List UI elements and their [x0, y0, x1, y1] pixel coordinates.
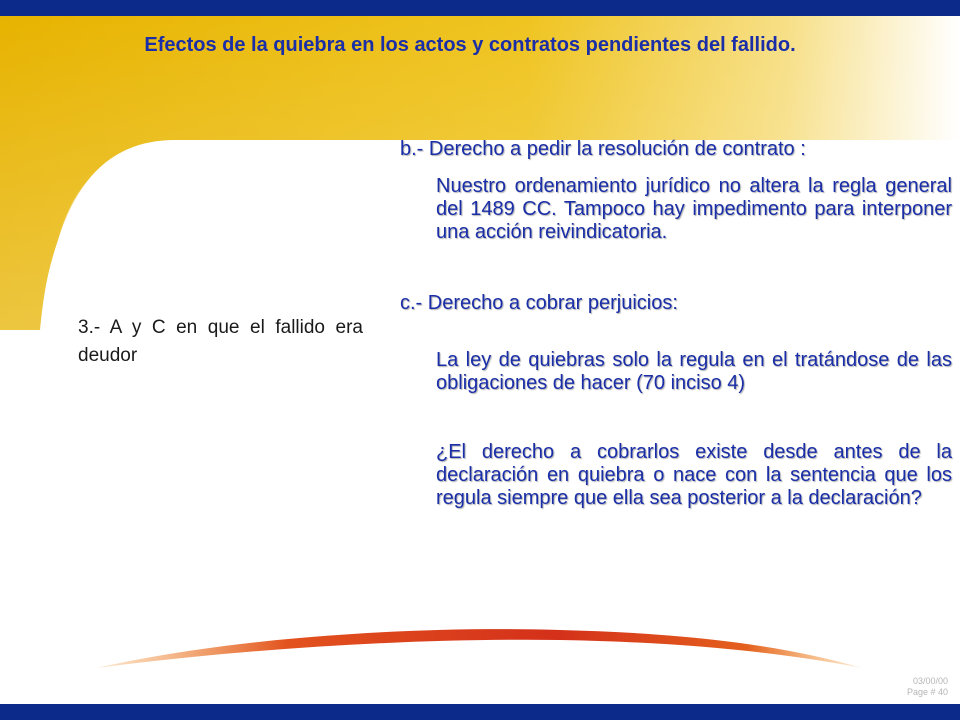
section-c-paragraph-1: La ley de quiebras solo la regula en el tratándose de las obligaciones de hacer (70 inciso 4) [436, 349, 952, 394]
footer-date: 03/00/00 [912, 676, 948, 686]
bottom-bar [0, 704, 960, 720]
section-c-paragraph-2: ¿El derecho a cobrarlos existe desde antes de la declaración en quiebra o nace con la sentencia que los regula siempre que ella sea posterior a la declaración? [436, 441, 952, 509]
section-b-paragraph: Nuestro ordenamiento jurídico no altera la regla general del 1489 CC. Tampoco hay impedimento para interponer una acción reivindicatoria. [436, 175, 952, 243]
slide-title: Efectos de la quiebra en los actos y contratos pendientes del fallido. [144, 34, 796, 56]
section-c-heading: c.- Derecho a cobrar perjuicios: [400, 292, 678, 314]
top-bar [0, 0, 960, 16]
left-section-label: 3.- A y C en que el fallido era deudor [78, 317, 363, 366]
footer-page-number: Page # 40 [906, 687, 948, 697]
section-b-heading: b.- Derecho a pedir la resolución de contrato : [400, 138, 806, 160]
red-swoosh [96, 629, 862, 668]
slide-footer [907, 676, 948, 698]
content-body [400, 138, 952, 510]
